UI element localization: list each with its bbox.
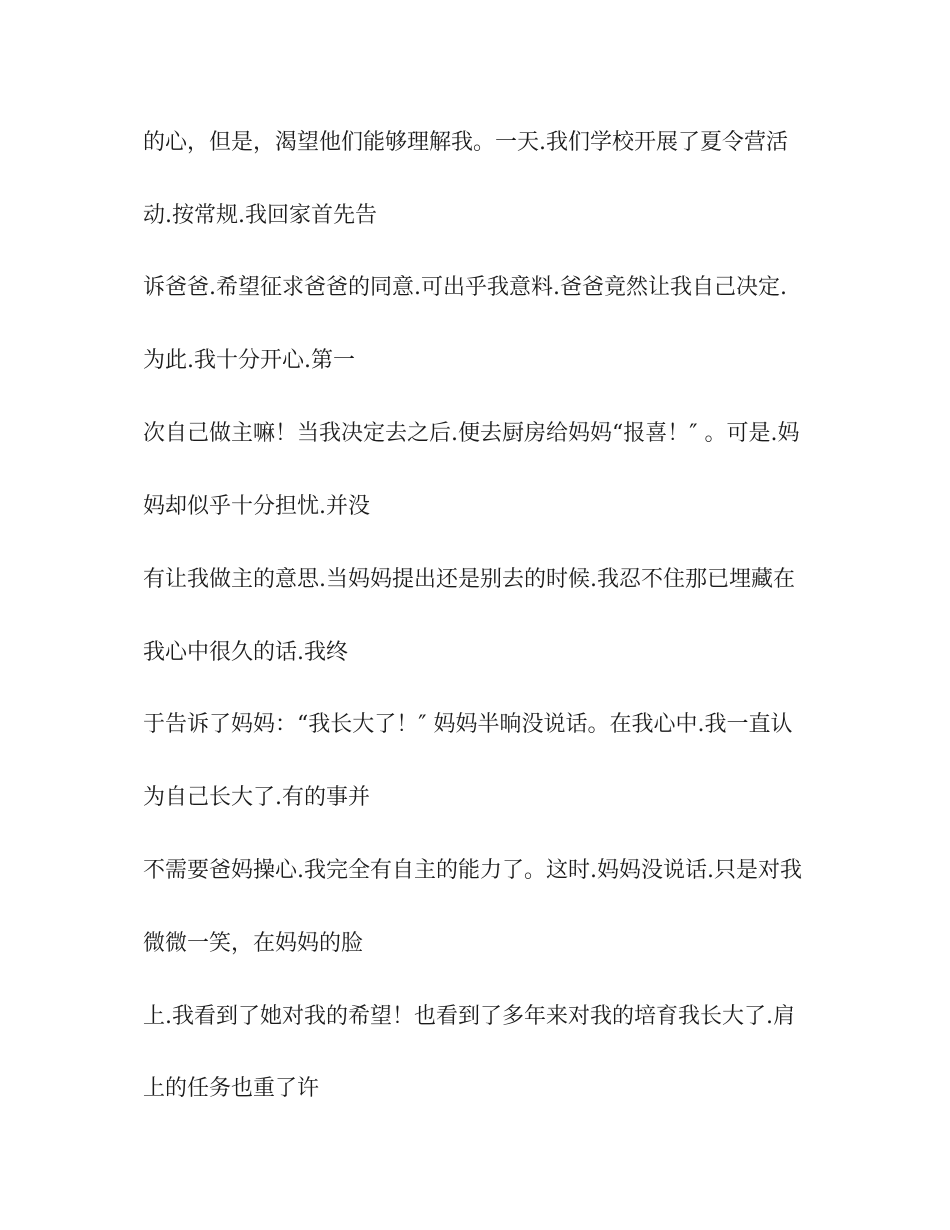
text-line: 我心中很久的话.我终 xyxy=(143,640,348,665)
text-line: 有让我做主的意思.当妈妈提出还是别去的时候.我忍不住那已埋藏在 xyxy=(143,567,795,592)
text-line: 动.按常规.我回家首先告 xyxy=(143,203,377,228)
text-line: 妈却似乎十分担忧.并没 xyxy=(143,494,370,519)
text-line: 上.我看到了她对我的希望！也看到了多年来对我的培育我长大了.肩 xyxy=(143,1004,795,1029)
text-line: 微微一笑，在妈妈的脸 xyxy=(143,931,364,956)
text-line: 为自己长大了.有的事并 xyxy=(143,785,370,810)
text-line: 为此.我十分开心.第一 xyxy=(143,348,355,373)
text-line: 次自己做主嘛！当我决定去之后.便去厨房给妈妈“报喜！″ 。可是.妈 xyxy=(143,421,800,446)
text-line: 不需要爸妈操心.我完全有自主的能力了。这时.妈妈没说话.只是对我 xyxy=(143,858,802,883)
text-line: 于告诉了妈妈：“我长大了！″ 妈妈半晌没说话。在我心中.我一直认 xyxy=(143,712,793,737)
text-line: 的心，但是，渴望他们能够理解我。一天.我们学校开展了夏令营活 xyxy=(143,130,788,155)
text-line: 上的任务也重了许 xyxy=(143,1076,320,1101)
text-line: 诉爸爸.希望征求爸爸的同意.可出乎我意料.爸爸竟然让我自己决定. xyxy=(143,275,787,300)
